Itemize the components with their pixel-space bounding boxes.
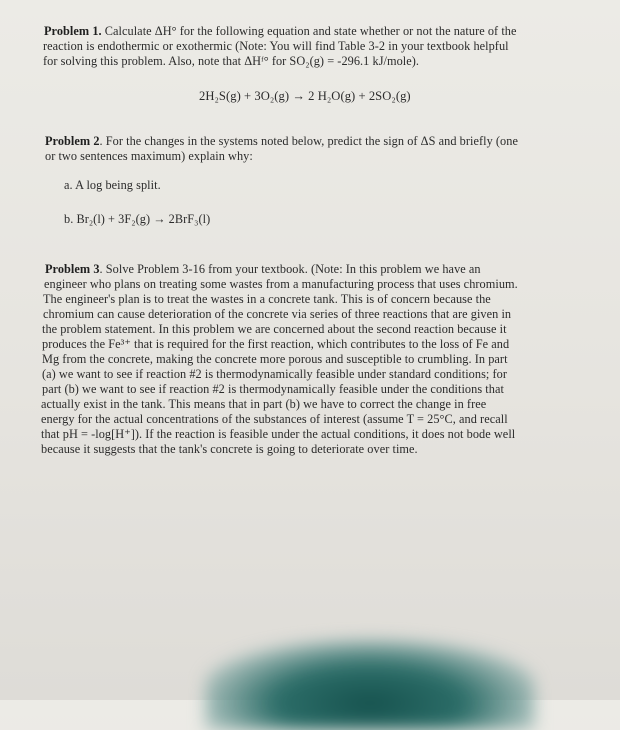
problem-3-label: Problem 3 bbox=[45, 262, 100, 276]
problem-3-line-4: chromium can cause deterioration of the concrete via series of three reactions that are given in bbox=[43, 307, 512, 321]
problem-3-line-11: energy for the actual concentrations of the substances of interest (assume T = 25°C, and recall bbox=[41, 412, 508, 426]
problem-2-line-2: or two sentences maximum) explain why: bbox=[45, 149, 253, 163]
problem-3-line-8: (a) we want to see if reaction #2 is thermodynamically feasible under standard conditions; for bbox=[42, 367, 507, 381]
problem-3-line-5: the problem statement. In this problem we are concerned about the second reaction because it bbox=[42, 322, 507, 336]
problem-3-line-7: Mg from the concrete, making the concrete more porous and susceptible to crumbling. In part bbox=[42, 352, 508, 366]
problem-1-line-1 bbox=[44, 24, 517, 39]
problem-3-line-2: engineer who plans on treating some wastes from a manufacturing process that uses chromium. bbox=[44, 277, 518, 291]
problem-3-line-12: that pH = -log[H⁺]). If the reaction is feasible under the actual conditions, it does not bode well bbox=[41, 427, 516, 441]
problem-1-equation: 2H₂S(g) + 3O₂(g) → 2 H₂O(g) + 2SO₂(g) bbox=[199, 89, 411, 103]
problem-1-text-1: Calculate ΔH° for the following equation and state whether or not the nature of the bbox=[104, 24, 517, 38]
problem-3-text-1: . Solve Problem 3-16 from your textbook. (Note: In this problem we have an bbox=[99, 262, 481, 276]
problem-3-line-10: actually exist in the tank. This means that in part (b) we have to correct the change in free bbox=[41, 397, 487, 411]
problem-3-line-9: part (b) we want to see if reaction #2 is thermodynamically feasible under the conditions that bbox=[42, 382, 504, 396]
problem-3-line-13: because it suggests that the tank's concrete is going to deteriorate over time. bbox=[41, 442, 418, 456]
problem-3-line-1 bbox=[45, 262, 481, 277]
problem-1-line-3: for solving this problem. Also, note that ΔHᶠ° for SO₂(g) = -296.1 kJ/mole). bbox=[43, 54, 420, 68]
problem-2-text-1: . For the changes in the systems noted below, predict the sign of ΔS and briefly (one bbox=[99, 134, 518, 148]
problem-2-label: Problem 2 bbox=[45, 134, 100, 148]
problem-1-line-2: reaction is endothermic or exothermic (Note: You will find Table 3-2 in your textbook helpful bbox=[43, 39, 509, 53]
problem-2-item-a: a. A log being split. bbox=[64, 178, 161, 192]
problem-2-line-1 bbox=[45, 134, 518, 149]
problem-3-line-3: The engineer's plan is to treat the wastes in a concrete tank. This is of concern because the bbox=[43, 292, 491, 306]
problem-1-label: Problem 1. bbox=[44, 24, 102, 38]
problem-2-item-b: b. Br₂(l) + 3F₂(g) → 2BrF₃(l) bbox=[64, 212, 211, 226]
finger-shadow bbox=[205, 640, 535, 730]
problem-3-line-6: produces the Fe³⁺ that is required for the first reaction, which contributes to the loss of Fe and bbox=[42, 337, 510, 351]
